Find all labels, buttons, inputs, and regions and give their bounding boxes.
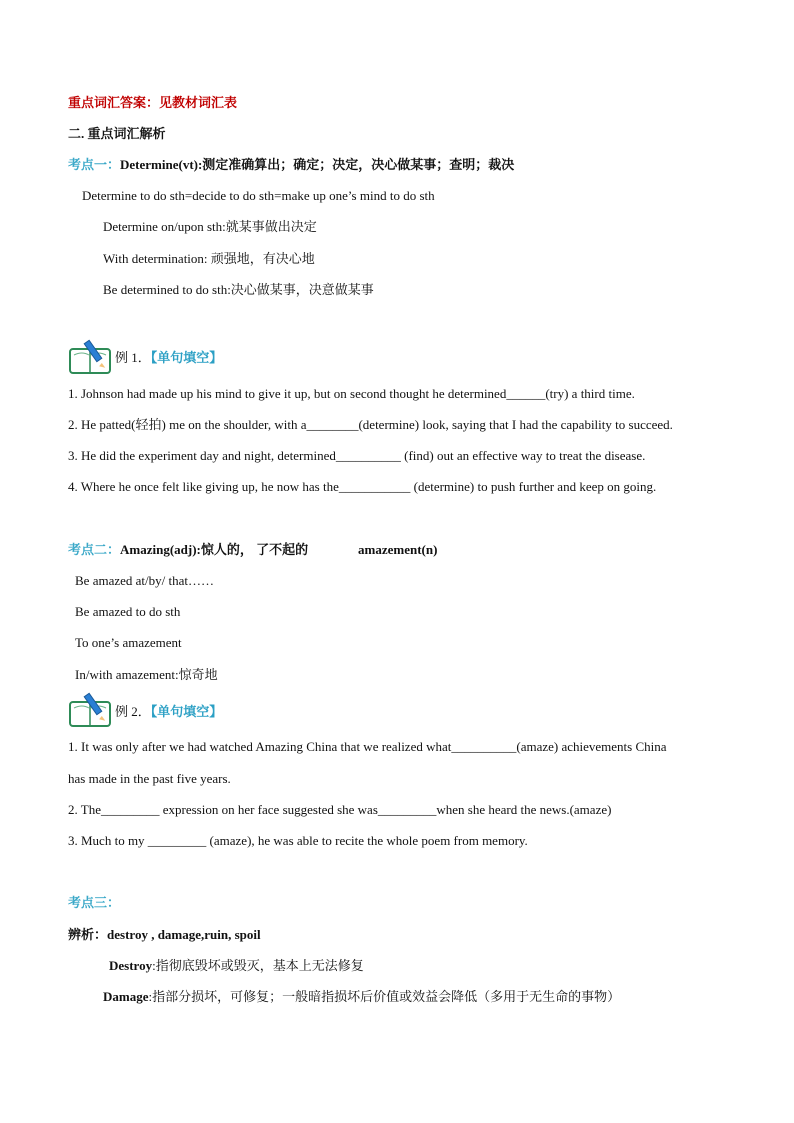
point1-head: Determine(vt):测定准确算出；确定；决定，决心做某事；查明；裁决 (120, 157, 515, 172)
exercise-item: 2. He patted(轻拍) me on the shoulder, with a________(determine) look, saying that I had the capability to succeed. (68, 417, 673, 432)
point2-line: In/with amazement:惊奇地 (75, 667, 218, 682)
example2-heading (115, 703, 222, 721)
point2-head: Amazing(adj):惊人的， 了不起的 (120, 542, 309, 557)
exercise-item: 2. The_________ expression on her face suggested she was_________when she heard the news.(amaze) (68, 802, 612, 817)
damage-def: :指部分损坏，可修复；一般暗指损坏后价值或效益会降低（多用于无生命的事物） (148, 989, 621, 1004)
point2-heading (68, 541, 308, 559)
notebook-pencil-icon (68, 692, 114, 728)
section-title: 二. 重点词汇解析 (68, 126, 166, 141)
point3-label: 考点三： (68, 895, 121, 910)
point1-line: Be determined to do sth:决心做某事，决意做某事 (103, 282, 374, 297)
point1-heading (68, 156, 514, 174)
point1-line: Determine to do sth=decide to do sth=make up one’s mind to do sth (82, 188, 435, 203)
exercise-item: 1. It was only after we had watched Amazing China that we realized what__________(amaze) achievements China (68, 739, 667, 754)
point2-line: To one’s amazement (75, 635, 182, 650)
example1-heading (115, 349, 222, 367)
notebook-pencil-icon (68, 339, 114, 375)
point2-head2: amazement(n) (358, 542, 438, 557)
destroy-definition (109, 957, 364, 975)
exercise-item: 3. Much to my _________ (amaze), he was able to recite the whole poem from memory. (68, 833, 528, 848)
point2-line: Be amazed to do sth (75, 604, 181, 619)
analysis-words: destroy , damage,ruin, spoil (107, 927, 261, 942)
exercise-item: has made in the past five years. (68, 771, 231, 786)
example2-label: 例 2． (115, 704, 151, 719)
point1-label: 考点一： (68, 157, 121, 172)
exercise-item: 3. He did the experiment day and night, determined__________ (find) out an effective way to treat the disease. (68, 448, 646, 463)
example2-tag: 【单句填空】 (150, 704, 223, 719)
destroy-def: :指彻底毁坏或毁灭，基本上无法修复 (152, 958, 364, 973)
example1-label: 例 1． (115, 350, 151, 365)
exercise-item: 4. Where he once felt like giving up, he now has the___________ (determine) to push further and keep on going. (68, 479, 657, 494)
analysis-heading (68, 926, 261, 944)
point1-line: With determination: 顽强地，有决心地 (103, 251, 315, 266)
damage-definition (103, 988, 620, 1006)
destroy-word: Destroy (109, 958, 153, 973)
answer-note: 重点词汇答案：见教材词汇表 (68, 95, 238, 110)
analysis-label: 辨析： (68, 927, 108, 942)
exercise-item: 1. Johnson had made up his mind to give it up, but on second thought he determined______(try) a third time. (68, 386, 635, 401)
point2-line: Be amazed at/by/ that…… (75, 573, 214, 588)
point2-label: 考点二： (68, 542, 121, 557)
example1-tag: 【单句填空】 (150, 350, 223, 365)
point1-line: Determine on/upon sth:就某事做出决定 (103, 219, 317, 234)
damage-word: Damage (103, 989, 149, 1004)
